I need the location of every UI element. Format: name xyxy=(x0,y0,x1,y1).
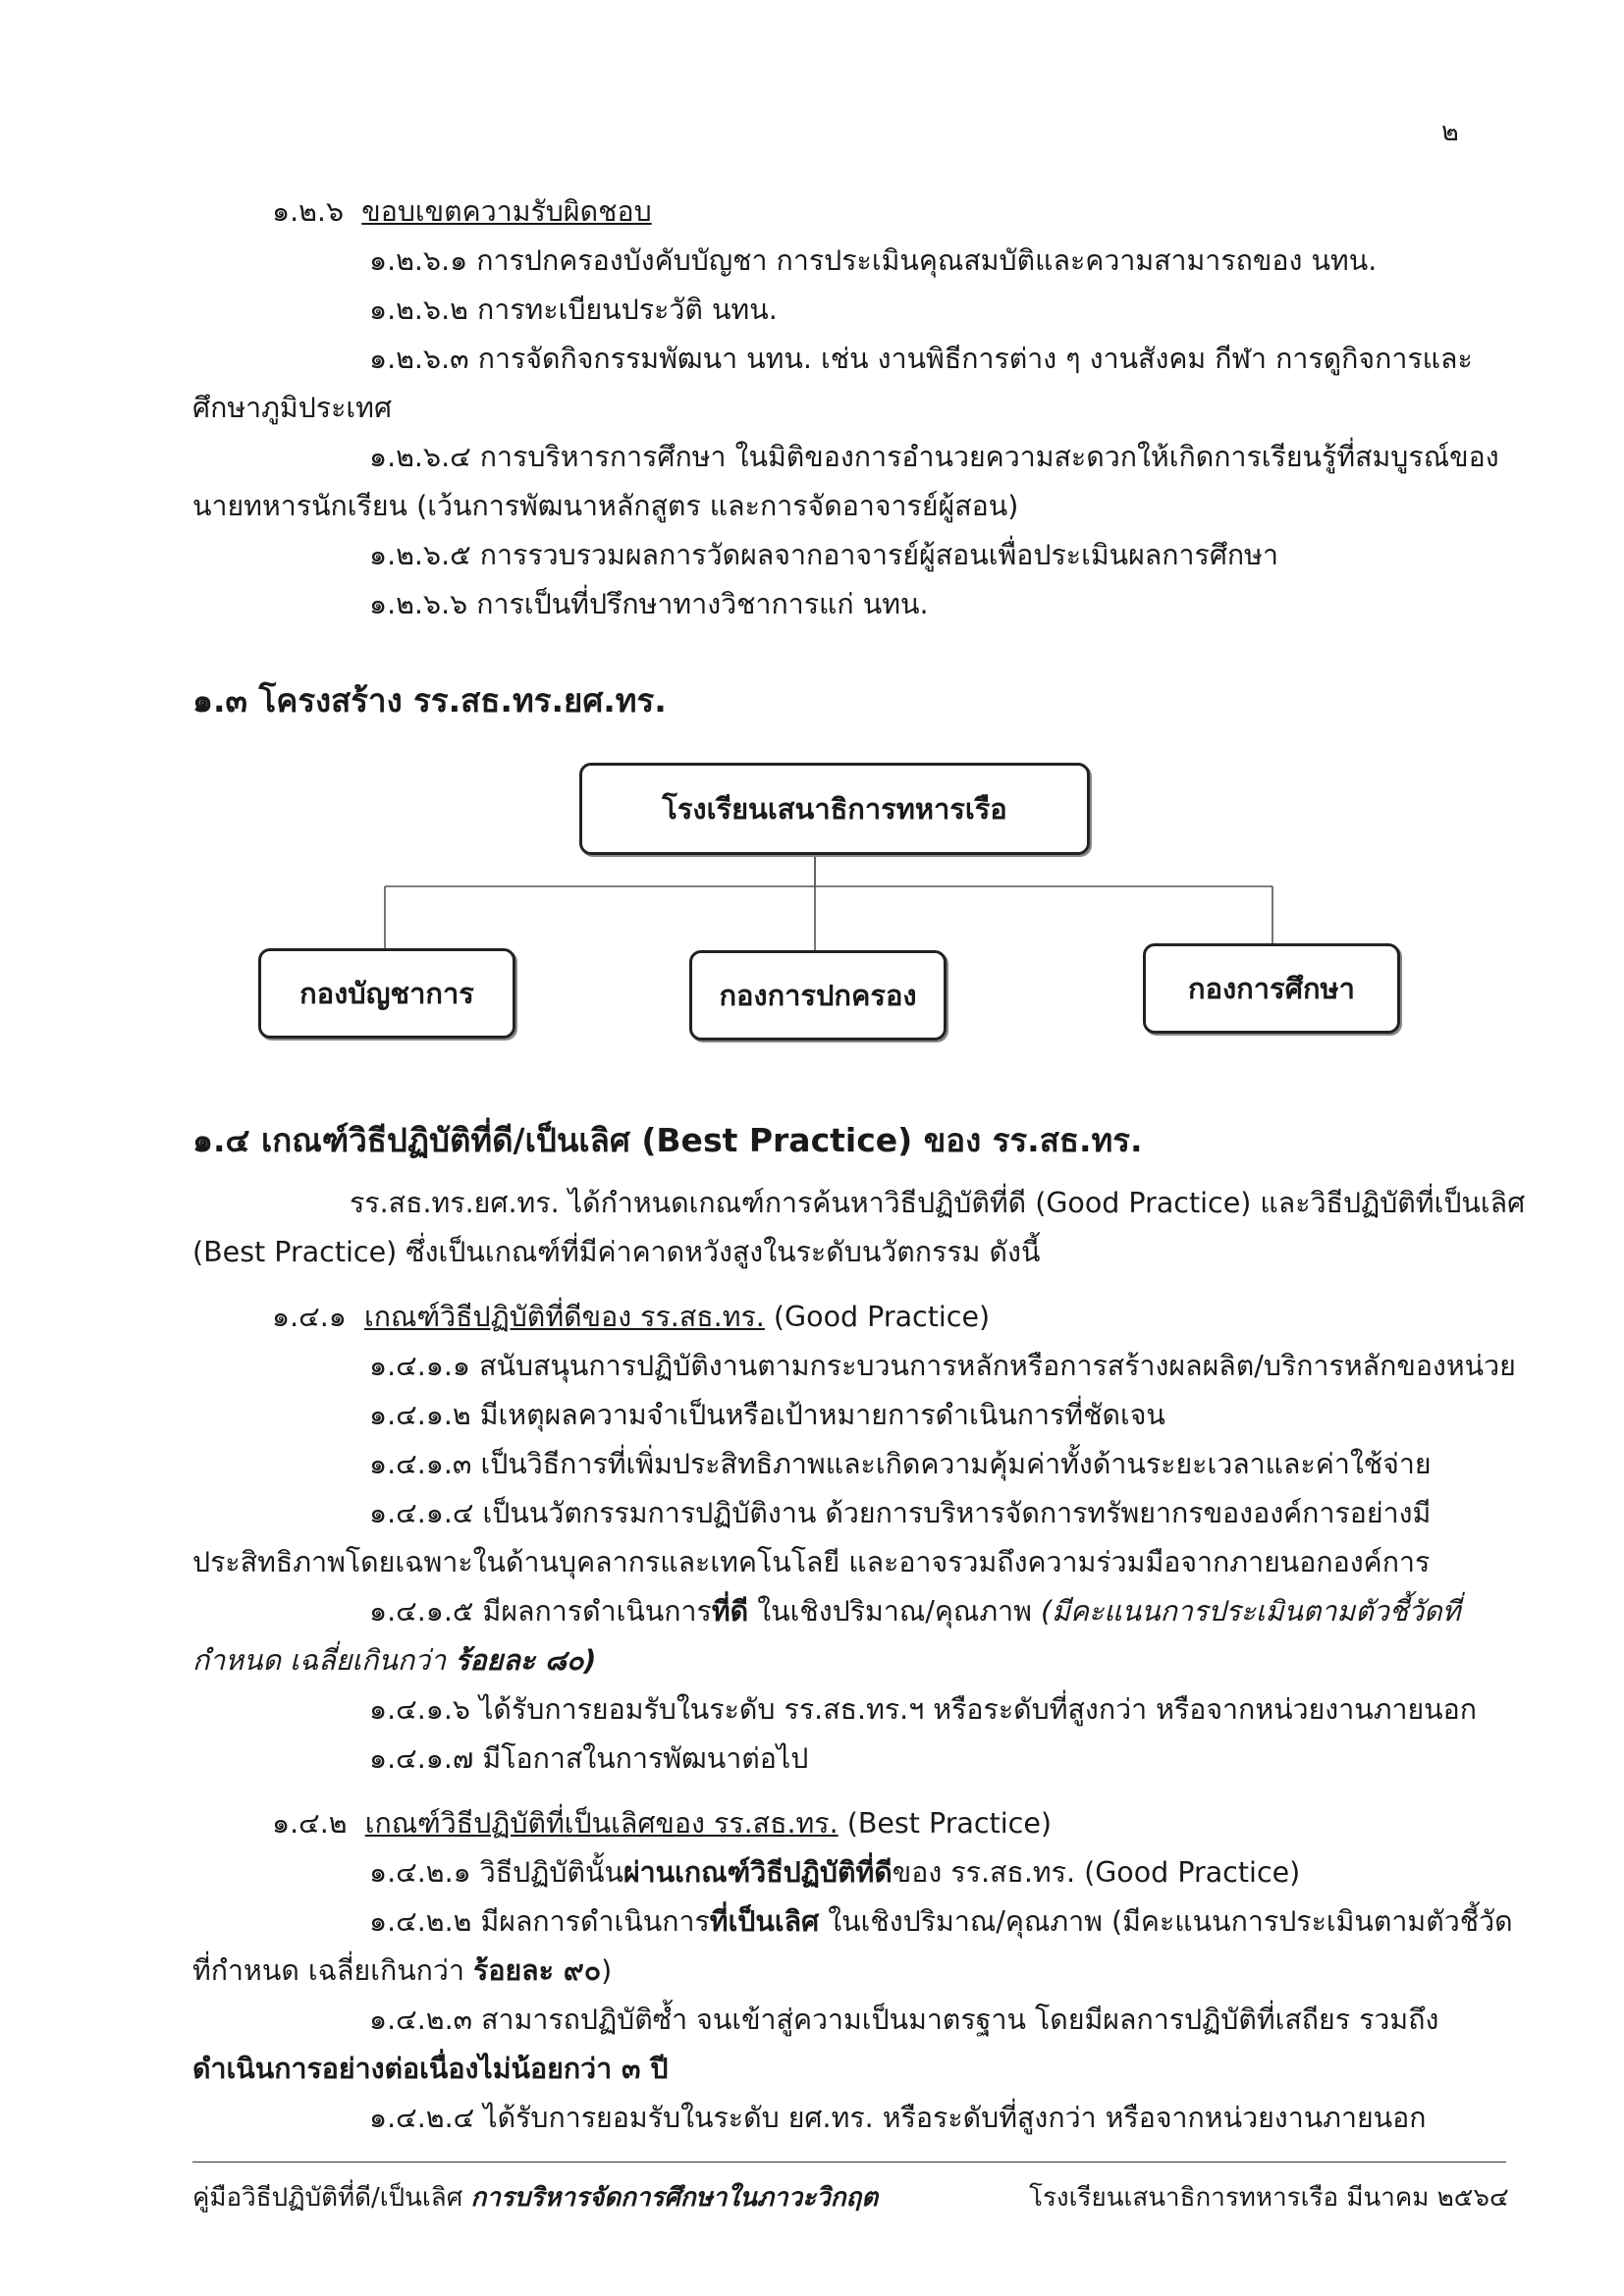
item-1-4-2-2 xyxy=(369,1902,1513,1942)
footer-divider xyxy=(192,2162,1506,2163)
item-1-4-1-4-cont: ประสิทธิภาพโดยเฉพาะในด้านบุคลากรและเทคโนโลยี และอาจรวมถึงความร่วมมือจากภายนอกองค์การ xyxy=(192,1546,1431,1578)
text-run: ๑.๔.๒.๑ วิธีปฏิบัตินั้น xyxy=(369,1856,623,1889)
org-box-middle: กองการปกครอง xyxy=(689,950,947,1041)
footer-left xyxy=(192,2177,878,2217)
bold-italic-run: การบริหารจัดการศึกษาในภาวะวิกฤต xyxy=(470,2183,879,2213)
section-number: ๑.๔.๒ xyxy=(272,1807,348,1840)
item-1-2-6-1: ๑.๒.๖.๑ การปกครองบังคับบัญชา การประเมินคุณสมบัติและความสามารถของ นทน. xyxy=(369,244,1378,277)
org-box-right: กองการศึกษา xyxy=(1143,943,1400,1034)
section-title: เกณฑ์วิธีปฏิบัติที่ดีของ รร.สธ.ทร. xyxy=(364,1301,765,1333)
bold-run: ผ่านเกณฑ์วิธีปฏิบัติที่ดี xyxy=(623,1856,893,1889)
text-run: ในเชิงปริมาณ/คุณภาพ xyxy=(748,1595,1042,1628)
section-suffix: (Good Practice) xyxy=(764,1301,991,1333)
section-1-3-heading: ๑.๓ โครงสร้าง รร.สธ.ทร.ยศ.ทร. xyxy=(192,681,667,720)
section-1-4-intro: รร.สธ.ทร.ยศ.ทร. ได้กำหนดเกณฑ์การค้นหาวิธีปฏิบัติที่ดี (Good Practice) และวิธีปฏิบัติที่เป็นเลิศ xyxy=(350,1187,1526,1219)
section-number: ๑.๒.๖ xyxy=(272,195,345,228)
item-1-2-6-4-cont: นายทหารนักเรียน (เว้นการพัฒนาหลักสูตร และการจัดอาจารย์ผู้สอน) xyxy=(192,490,1019,522)
section-1-2-6-heading xyxy=(272,192,652,232)
text-run: ในเชิงปริมาณ/คุณภาพ (มีคะแนนการประเมินตามตัวชี้วัด xyxy=(819,1905,1513,1938)
item-1-4-1-5 xyxy=(369,1592,1460,1631)
item-1-4-2-2-cont xyxy=(192,1951,612,1991)
org-box-top: โรงเรียนเสนาธิการทหารเรือ xyxy=(579,763,1090,855)
section-title: เกณฑ์วิธีปฏิบัติที่เป็นเลิศของ รร.สธ.ทร. xyxy=(364,1807,839,1840)
item-1-2-6-6: ๑.๒.๖.๖ การเป็นที่ปรึกษาทางวิชาการแก่ นทน. xyxy=(369,588,929,620)
text-run: ๑.๔.๒.๒ มีผลการดำเนินการ xyxy=(369,1905,710,1938)
section-suffix: (Best Practice) xyxy=(838,1807,1052,1840)
item-1-4-1-2: ๑.๔.๑.๒ มีเหตุผลความจำเป็นหรือเป้าหมายการดำเนินการที่ชัดเจน xyxy=(369,1399,1165,1431)
item-1-2-6-3-cont: ศึกษาภูมิประเทศ xyxy=(192,392,393,424)
italic-run: กำหนด เฉลี่ยเกินกว่า xyxy=(192,1644,456,1677)
section-1-4-2-heading xyxy=(272,1804,1052,1843)
item-1-4-1-7: ๑.๔.๑.๗ มีโอกาสในการพัฒนาต่อไป xyxy=(369,1742,809,1775)
item-1-4-2-3-cont: ดำเนินการอย่างต่อเนื่องไม่น้อยกว่า ๓ ปี xyxy=(192,2053,669,2085)
text-run: คู่มือวิธีปฏิบัติที่ดี/เป็นเลิศ xyxy=(192,2183,471,2213)
item-1-2-6-4: ๑.๒.๖.๔ การบริหารการศึกษา ในมิติของการอำนวยความสะดวกให้เกิดการเรียนรู้ที่สมบูรณ์ของ xyxy=(369,441,1499,473)
item-1-2-6-2: ๑.๒.๖.๒ การทะเบียนประวัติ นทน. xyxy=(369,294,778,326)
bold-italic-run: ร้อยละ ๘๐) xyxy=(455,1644,597,1677)
item-1-4-2-1 xyxy=(369,1853,1300,1893)
section-1-4-1-heading xyxy=(272,1298,990,1337)
item-1-2-6-5: ๑.๒.๖.๕ การรวบรวมผลการวัดผลจากอาจารย์ผู้สอนเพื่อประเมินผลการศึกษา xyxy=(369,539,1278,571)
footer-right: โรงเรียนเสนาธิการทหารเรือ มีนาคม ๒๕๖๔ xyxy=(1029,2183,1509,2213)
item-1-4-2-3: ๑.๔.๒.๓ สามารถปฏิบัติซ้ำ จนเข้าสู่ความเป็นมาตรฐาน โดยมีผลการปฏิบัติที่เสถียร รวมถึง xyxy=(369,2003,1439,2036)
org-box-left: กองบัญชาการ xyxy=(258,948,515,1039)
text-run: ๑.๔.๑.๕ มีผลการดำเนินการ xyxy=(369,1595,712,1628)
text-run: ) xyxy=(601,1954,613,1987)
item-1-4-1-5-cont xyxy=(192,1641,596,1681)
text-run: ของ รร.สธ.ทร. (Good Practice) xyxy=(892,1856,1301,1889)
section-1-4-intro-cont: (Best Practice) ซึ่งเป็นเกณฑ์ที่มีค่าคาดหวังสูงในระดับนวัตกรรม ดังนี้ xyxy=(192,1236,1041,1268)
item-1-2-6-3: ๑.๒.๖.๓ การจัดกิจกรรมพัฒนา นทน. เช่น งานพิธีการต่าง ๆ งานสังคม กีฬา การดูกิจการและ xyxy=(369,343,1473,375)
item-1-4-2-4: ๑.๔.๒.๔ ได้รับการยอมรับในระดับ ยศ.ทร. หรือระดับที่สูงกว่า หรือจากหน่วยงานภายนอก xyxy=(369,2102,1427,2134)
bold-run: ที่เป็นเลิศ xyxy=(709,1905,820,1938)
text-run: ที่กำหนด เฉลี่ยเกินกว่า xyxy=(192,1954,474,1987)
item-1-4-1-4: ๑.๔.๑.๔ เป็นนวัตกรรมการปฏิบัติงาน ด้วยการบริหารจัดการทรัพยากรขององค์การอย่างมี xyxy=(369,1497,1432,1529)
bold-run: ร้อยละ ๙๐ xyxy=(473,1954,602,1987)
bold-run: ที่ดี xyxy=(711,1595,749,1628)
section-title: ขอบเขตความรับผิดชอบ xyxy=(361,195,652,228)
section-1-4-heading: ๑.๔ เกณฑ์วิธีปฏิบัติที่ดี/เป็นเลิศ (Best Practice) ของ รร.สธ.ทร. xyxy=(192,1121,1143,1159)
page-number: ๒ xyxy=(1441,117,1459,147)
section-number: ๑.๔.๑ xyxy=(272,1301,347,1333)
item-1-4-1-3: ๑.๔.๑.๓ เป็นวิธีการที่เพิ่มประสิทธิภาพและเกิดความคุ้มค่าทั้งด้านระยะเวลาและค่าใช้จ่าย xyxy=(369,1448,1432,1480)
item-1-4-1-1: ๑.๔.๑.๑ สนับสนุนการปฏิบัติงานตามกระบวนการหลักหรือการสร้างผลผลิต/บริการหลักของหน่วย xyxy=(369,1350,1516,1382)
italic-run: (มีคะแนนการประเมินตามตัวชี้วัดที่ xyxy=(1041,1595,1461,1628)
item-1-4-1-6: ๑.๔.๑.๖ ได้รับการยอมรับในระดับ รร.สธ.ทร.ฯ หรือระดับที่สูงกว่า หรือจากหน่วยงานภายนอก xyxy=(369,1693,1478,1726)
